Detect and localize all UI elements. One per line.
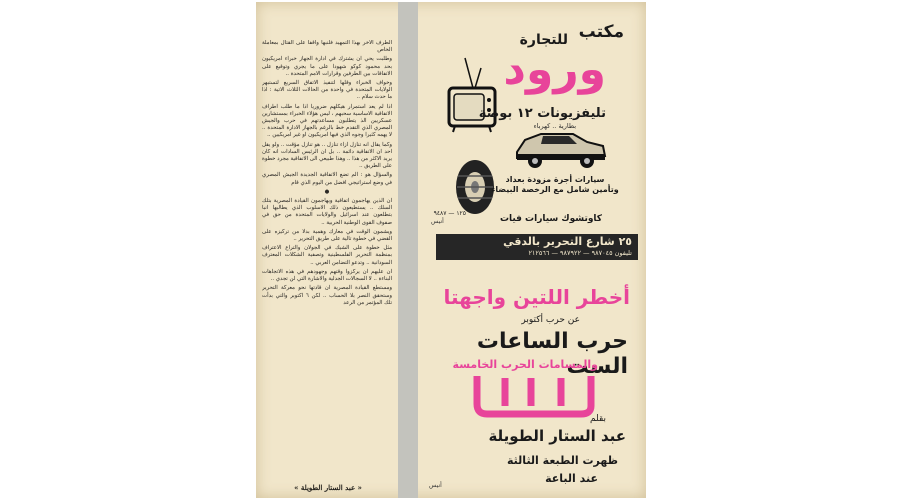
article-paragraph: ان عليهم ان يركزوا وقتهم وجهودهم في هذه الاتجاهات البناءة .. لا السجالات الجدلية والاشارة التي لن تجدي .. [262,268,392,283]
cars-offer-line: سيارات أجرة مزودة بعداد [505,175,605,184]
car-illustration [511,124,609,172]
pink-numeral-graphic [469,370,599,418]
book-availability: عند الباعة [545,472,598,485]
article-author: « عبد الستار الطويلة » [294,483,362,492]
article-paragraph: الطرف الآخر بهذا التمهيد فلنبها واقفا على القتال بمعاملة الخاص [262,40,392,54]
article-paragraph: وكما يقال انه تنازل ازاء تنازل .. هو تنازل مؤقت .. ولو يقل احد ان الاتفاقية دائمة .. بل ان الرئيس السادات انه كان يريد الاكثر من هذا .. وهذا طبيعي الى الاتفاقية مجرد خطوة على الطريق .. [262,141,392,170]
book-subtitle: والمسامات الحرب الخامسة [452,358,598,371]
article-paragraph: ويشمون الوقت في معارك وهمية بدلا من تركيزه على القضي في خطوة تالية على طريق التحرير .. [262,228,392,243]
article-paragraph: والسؤال هو : الم تضع الاتفاقية الجديدة الجيش المصري في وضع استراتيجي افضل من اليوم الذي قام [262,172,392,186]
book-ad-logo: أنيس [429,482,442,489]
article-paragraph: مثل خطوة على الشيك في الجولان والتراع الاعتراف بمنظمة التحرير الفلسطينية وتصفية الشكلات المعترف السودانية .. وتدعو التضامن العربي .. [262,245,392,266]
shop-address-bar [436,234,638,260]
shop-ad-logo: أنيس [431,218,444,225]
magazine-page [256,2,646,498]
article-paragraph: اذا لم يعد استمرار هيكلهم ضروريا اذا ما طلب اطراف الاتفاقية الاساسية سحبهم ، ليس هؤلاء الخبراء بمستشارين عسكريين الذ يتطلبون مساعدتهم في حرب والجيش المصري الذي التقدم خط بالرغم بالجهاز الادارة المتحدة .. لا يهمه كثيرا وجوه الذي فيها امريكيون او غير امريكيين .. [262,103,392,139]
book-title: حرب الساعات الست [476,329,628,379]
shop-phone-ref: ١٢٥ — ٩٤٨٧ [433,210,466,217]
cars-offer-line: وتأمين شامل مع الرخصة البيضاء [491,185,619,194]
article-paragraph: ان الذين يهاجمون اتفاقية ويهاجمون القيادة المصرية بتلك السلك .. يستطيعون ذلك الاسلوب الذي يطالبها انبا بتطلعون عند اسرائيل والولايات المتحدة من حق في صفوف القوى الوطنية الحربية .. [262,198,392,226]
tv-offer: تليفزيونات ١٢ بوصة [478,106,606,121]
section-divider: ● [324,188,330,195]
book-author: عبد الستار الطويلة [488,427,626,445]
book-headline: أخطر اللتين واجهتا [443,285,630,309]
book-by-label: بقلم [589,414,606,424]
cars-offer [480,175,630,195]
article-paragraph: ومستطع القيادة المصرية ان قادتها نحو معركة التحرير وستحقق النصر بلا الحساب .. لكن ٦ اكتوبر والتي بدأت تلك المؤتمر من الرعد [262,285,392,306]
tv-offer-sub: بطارية .. كهرباء [533,122,576,130]
article-paragraph: وطلبت يحي ان يشترك في ادارة الجهاز خبراء امريكيون بحد محمود كوكو شهودا على ما يجري وتوقيع على الاتفاقات بين الطرفين وقرارات الامم المتحدة .. [262,56,392,77]
book-topic: عن حرب أكتوبر [521,315,580,325]
article-column [262,40,392,490]
shop-phones: تليفون ٩٨٧٠٤٥ — ٩٨٧٩٢٢ — ٢١٢٥٦٦ [528,249,632,257]
book-edition: ظهرت الطبعة الثالثة [507,454,618,467]
shop-office-label: مكتب [578,22,624,42]
tires-offer: كاوتشوك سيارات فيات [499,214,603,224]
tv-illustration [443,54,503,134]
shop-brand-name: ورود [503,44,606,95]
page-gutter [398,2,418,498]
article-paragraph: وخواف الخبراء وقلها لتنفيذ الاتفاق السريع لتستبهر الولايات المتحدة في واحدة من الحالات الثلاث الاتية : اذا ما حدث سلام .. [262,80,392,101]
ads-column [421,2,646,498]
shop-address: ٢٥ شارع التحرير بالدقي [503,235,632,248]
shop-trade-label: للتجارة [519,32,568,48]
